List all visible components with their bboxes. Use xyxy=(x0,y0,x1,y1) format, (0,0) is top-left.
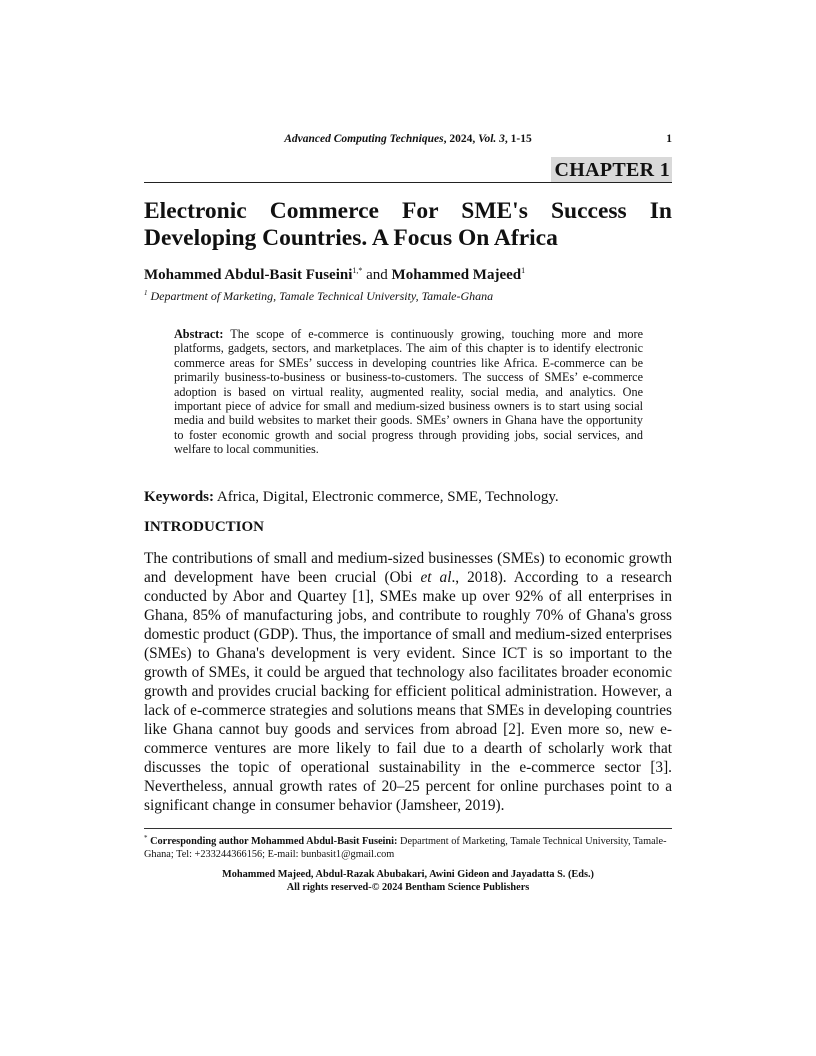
abstract xyxy=(174,327,643,457)
keywords xyxy=(144,487,672,507)
author-line xyxy=(144,261,672,285)
editors-line: Mohammed Majeed, Abdul-Razak Abubakari, Awini Gideon and Jayadatta S. (Eds.) xyxy=(222,869,594,880)
affiliation xyxy=(144,285,672,304)
publisher-info xyxy=(144,868,672,894)
journal-citation xyxy=(144,131,672,147)
chapter-title: Electronic Commerce For SME's Success In Developing Countries. A Focus On Africa xyxy=(144,198,672,251)
author-2-mark: 1 xyxy=(521,266,526,275)
section-heading-introduction: INTRODUCTION xyxy=(144,519,265,535)
abstract-label: Abstract: xyxy=(174,327,224,341)
footnote-text: Department of Marketing, Tamale Technical University, Tamale-Ghana; Tel: +233244366156; E-mail: bunbasit1@gmail.com xyxy=(144,836,667,860)
author-1: Mohammed Abdul-Basit Fuseini xyxy=(144,267,353,283)
intro-etal: et al xyxy=(420,569,452,586)
journal-name: Advanced Computing Techniques xyxy=(284,133,444,145)
affiliation-text: Department of Marketing, Tamale Technical University, Tamale-Ghana xyxy=(147,289,494,303)
author-connector: and xyxy=(362,267,392,283)
rights-line: All rights reserved-© 2024 Bentham Science Publishers xyxy=(286,882,530,893)
journal-year: , 2024, xyxy=(443,133,479,145)
footnote-mark: * xyxy=(144,834,148,842)
intro-text-part-2: ., 2018). According to a research conducted by Abor and Quartey [1], SMEs make up over 92% of all enterprises in Ghana, 85% of manufacturing jobs, and contribute to roughly 70% of Ghana's gross domestic product (GDP). Thus, the importance of small and medium-sized enterprises (SMEs) to Ghana's development is very evident. Since ICT is so important to the growth of SMEs, it could be argued that technology also facilitates broader economic growth and provides crucial backing for efficient political administration. However, a lack of e-commerce strategies and solutions means that SMEs in developing countries like Ghana cannot buy goods and services from abroad [2]. Even more so, new e-commerce ventures are more likely to fail due to a dearth of scholarly work that discusses the topic of operational sustainability in the e-commerce sector [3]. Nevertheless, annual growth rates of 20–25 percent for online purchases point to a significant change in consumer behavior (Jamsheer, 2019). xyxy=(144,569,672,814)
affiliation-mark: 1 xyxy=(144,289,148,297)
footnote-label: Corresponding author Mohammed Abdul-Basit Fuseini: xyxy=(147,836,398,847)
intro-text-part-1: The contributions of small and medium-sized businesses (SMEs) to economic growth and development have been crucial (Obi xyxy=(144,550,672,586)
footnote-divider xyxy=(144,828,672,829)
keywords-text: Africa, Digital, Electronic commerce, SME, Technology. xyxy=(214,489,559,505)
introduction-paragraph xyxy=(144,549,672,815)
chapter-divider xyxy=(144,182,672,183)
journal-volume: Vol. 3 xyxy=(478,133,505,145)
author-2: Mohammed Majeed xyxy=(391,267,522,283)
author-1-mark: 1,* xyxy=(352,266,363,275)
page-number: 1 xyxy=(666,133,672,145)
chapter-label: CHAPTER 1 xyxy=(551,157,672,183)
footnote xyxy=(144,832,672,861)
abstract-text: The scope of e-commerce is continuously growing, touching more and more platforms, gadgets, sectors, and marketplaces. The aim of this chapter is to identify electronic commerce areas for SMEs’ success in developing countries like Africa. E-commerce can be primarily business-to-business or business-to-customers. The success of SMEs’ e-commerce adoption is based on virtual reality, augmented reality, social media, and analytics. One important piece of advice for small and medium-sized business owners is to start using social media and build websites to market their goods. SMEs’ owners in Ghana have the opportunity to foster economic growth and social progress through providing jobs, social services, and welfare to local communities. xyxy=(174,327,643,457)
journal-pages: , 1-15 xyxy=(504,133,532,145)
keywords-label: Keywords: xyxy=(144,489,214,505)
